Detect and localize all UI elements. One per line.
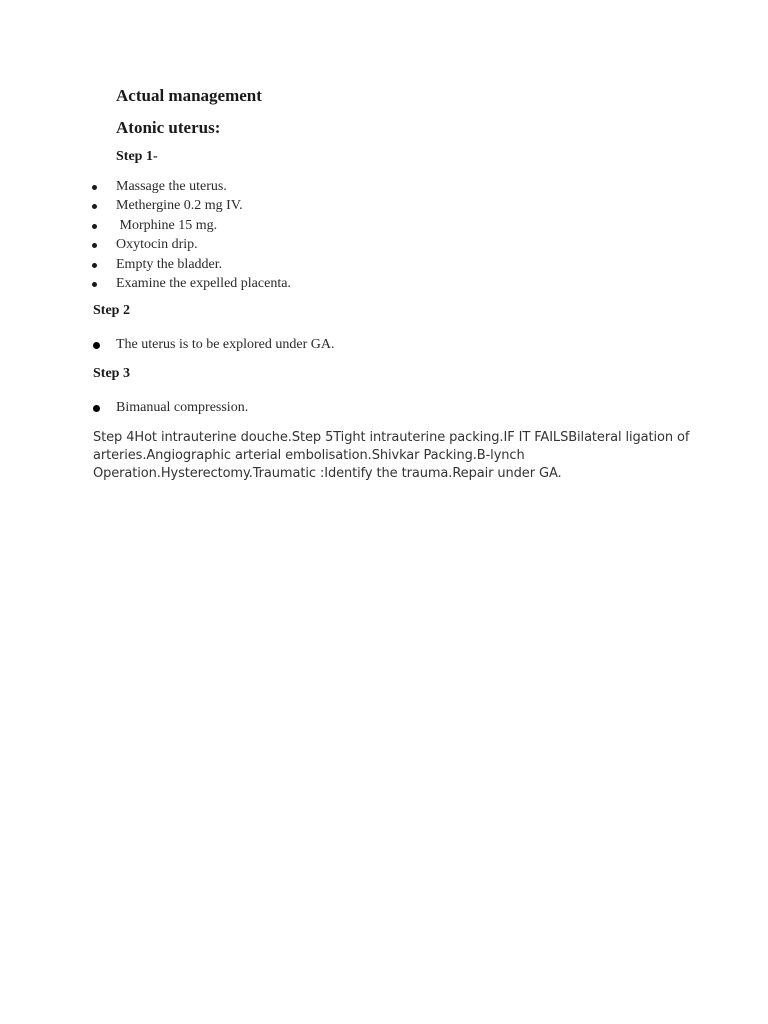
step-1-list [0,177,291,293]
bullet-icon [92,243,97,248]
list-item-text: Examine the expelled placenta. [116,275,291,291]
page-title: Actual management [116,86,262,105]
list-item-text: Empty the bladder. [116,256,223,272]
list-item [0,274,291,293]
bullet-icon [92,263,97,268]
bullet-icon [93,342,100,349]
list-item [0,177,291,196]
bullet-icon [92,282,97,287]
list-item [0,235,291,254]
step-2-label: Step 2 [93,303,130,318]
bullet-icon [92,185,97,190]
list-item-text: Massage the uterus. [116,179,227,194]
bullet-icon [92,224,97,229]
step-3-item-text: Bimanual compression. [116,400,249,415]
step-3-label: Step 3 [93,366,130,381]
list-item [0,255,291,274]
bullet-icon [92,204,97,209]
list-item-text: Methergine 0.2 mg IV. [116,198,243,214]
body-paragraph: Step 4Hot intrauterine douche.Step 5Tight intrauterine packing.IF IT FAILSBilateral ligation of arteries.Angiographic arterial embolisation.Shivkar Packing.B-lynch Operation.Hysterectomy.Traumatic :Identify the trauma.Repair under GA. [93,430,690,481]
bullet-icon [93,405,100,412]
list-item [0,216,291,235]
step-2-item-text: The uterus is to be explored under GA. [116,337,335,352]
step-1-label: Step 1- [116,149,158,164]
list-item-text: Morphine 15 mg. [116,217,218,233]
list-item-text: Oxytocin drip. [116,237,198,253]
list-item [0,196,291,215]
section-heading: Atonic uterus: [116,118,221,137]
